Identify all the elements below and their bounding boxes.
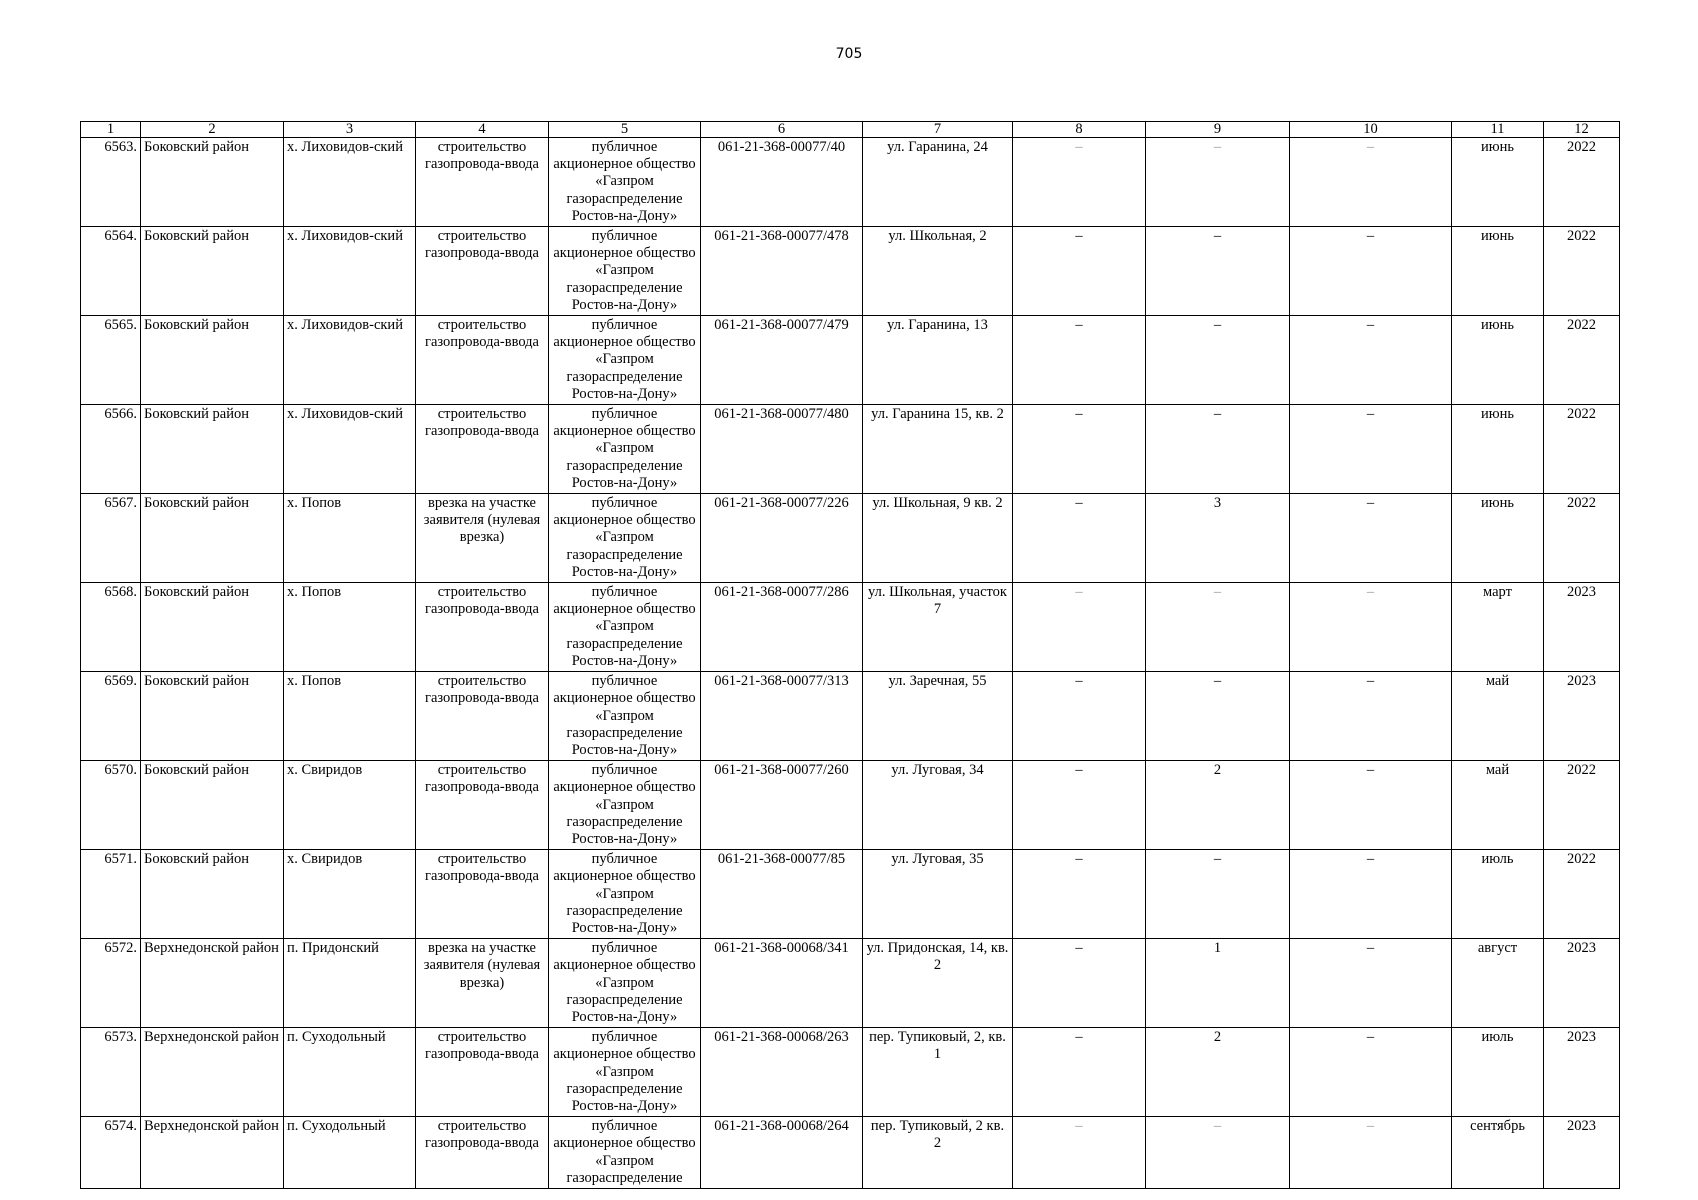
cell-district: Боковский район [141,850,284,939]
cell-col-8: – [1013,939,1146,1028]
cell-month: август [1452,939,1544,1028]
gasification-registry-table [80,121,1620,1189]
cell-col-8: – [1013,583,1146,672]
cell-month: июль [1452,850,1544,939]
cell-code: 061-21-368-00077/40 [701,138,863,227]
column-header: 12 [1544,122,1620,138]
table-row [81,494,1620,583]
cell-address: ул. Гаранина, 13 [863,316,1013,405]
cell-district: Боковский район [141,583,284,672]
column-header: 8 [1013,122,1146,138]
cell-address: ул. Придонская, 14, кв. 2 [863,939,1013,1028]
cell-year: 2022 [1544,316,1620,405]
cell-code: 061-21-368-00077/260 [701,761,863,850]
column-header: 6 [701,122,863,138]
cell-code: 061-21-368-00068/264 [701,1117,863,1189]
cell-settlement: х. Свиридов [284,761,416,850]
cell-col-8: – [1013,1028,1146,1117]
cell-work-type: строительство газопровода-ввода [416,850,549,939]
cell-col-10: – [1290,1028,1452,1117]
cell-code: 061-21-368-00077/478 [701,227,863,316]
cell-col-10: – [1290,405,1452,494]
cell-year: 2023 [1544,672,1620,761]
cell-settlement: х. Свиридов [284,850,416,939]
table-row [81,227,1620,316]
cell-work-type: строительство газопровода-ввода [416,138,549,227]
cell-year: 2022 [1544,405,1620,494]
cell-code: 061-21-368-00077/479 [701,316,863,405]
cell-col-9: 2 [1146,761,1290,850]
cell-month: июнь [1452,494,1544,583]
cell-settlement: х. Лиховидов-ский [284,316,416,405]
cell-col-9: – [1146,405,1290,494]
cell-settlement: х. Попов [284,494,416,583]
table-row [81,850,1620,939]
cell-col-8: – [1013,494,1146,583]
cell-col-8: – [1013,316,1146,405]
cell-organization: публичное акционерное общество «Газпром газораспределение Ростов-на-Дону» [549,138,701,227]
cell-code: 061-21-368-00077/226 [701,494,863,583]
cell-settlement: х. Лиховидов-ский [284,405,416,494]
page-number: 705 [835,46,863,62]
cell-organization: публичное акционерное общество «Газпром газораспределение Ростов-на-Дону» [549,939,701,1028]
table-row [81,1028,1620,1117]
cell-col-9: – [1146,583,1290,672]
cell-year: 2023 [1544,1117,1620,1189]
column-number-row [81,122,1620,138]
cell-col-9: – [1146,672,1290,761]
cell-work-type: строительство газопровода-ввода [416,761,549,850]
cell-district: Боковский район [141,227,284,316]
cell-address: ул. Заречная, 55 [863,672,1013,761]
cell-month: июнь [1452,138,1544,227]
cell-col-8: – [1013,138,1146,227]
cell-work-type: строительство газопровода-ввода [416,227,549,316]
table-row [81,138,1620,227]
cell-district: Боковский район [141,494,284,583]
table-row [81,761,1620,850]
cell-district: Верхнедонской район [141,1117,284,1189]
column-header: 4 [416,122,549,138]
cell-code: 061-21-368-00077/286 [701,583,863,672]
cell-organization: публичное акционерное общество «Газпром газораспределение Ростов-на-Дону» [549,316,701,405]
cell-year: 2022 [1544,494,1620,583]
cell-year: 2022 [1544,227,1620,316]
cell-col-8: – [1013,227,1146,316]
cell-organization: публичное акционерное общество «Газпром газораспределение Ростов-на-Дону» [549,850,701,939]
column-header: 10 [1290,122,1452,138]
cell-col-9: 1 [1146,939,1290,1028]
cell-col-10: – [1290,850,1452,939]
cell-address: ул. Школьная, 2 [863,227,1013,316]
cell-work-type: строительство газопровода-ввода [416,1117,549,1189]
cell-year: 2023 [1544,1028,1620,1117]
cell-year: 2023 [1544,939,1620,1028]
table-row [81,583,1620,672]
cell-address: ул. Луговая, 34 [863,761,1013,850]
cell-organization: публичное акционерное общество «Газпром газораспределение [549,1117,701,1189]
cell-district: Боковский район [141,405,284,494]
cell-district: Боковский район [141,138,284,227]
column-header: 9 [1146,122,1290,138]
cell-code: 061-21-368-00077/480 [701,405,863,494]
cell-work-type: врезка на участке заявителя (нулевая врезка) [416,939,549,1028]
cell-col-10: – [1290,227,1452,316]
cell-col-9: – [1146,227,1290,316]
cell-row-number: 6568. [81,583,141,672]
cell-month: март [1452,583,1544,672]
cell-code: 061-21-368-00077/85 [701,850,863,939]
cell-district: Верхнедонской район [141,1028,284,1117]
column-header: 2 [141,122,284,138]
cell-row-number: 6565. [81,316,141,405]
cell-code: 061-21-368-00077/313 [701,672,863,761]
table-body [81,138,1620,1189]
cell-address: пер. Тупиковый, 2 кв. 2 [863,1117,1013,1189]
cell-col-10: – [1290,761,1452,850]
cell-district: Верхнедонской район [141,939,284,1028]
cell-col-10: – [1290,583,1452,672]
cell-row-number: 6567. [81,494,141,583]
cell-settlement: п. Суходольный [284,1028,416,1117]
cell-address: ул. Луговая, 35 [863,850,1013,939]
cell-col-10: – [1290,672,1452,761]
cell-month: июнь [1452,316,1544,405]
cell-col-10: – [1290,1117,1452,1189]
cell-settlement: х. Попов [284,583,416,672]
cell-row-number: 6574. [81,1117,141,1189]
cell-month: июнь [1452,405,1544,494]
cell-organization: публичное акционерное общество «Газпром газораспределение Ростов-на-Дону» [549,1028,701,1117]
cell-month: июнь [1452,227,1544,316]
cell-col-8: – [1013,1117,1146,1189]
cell-row-number: 6569. [81,672,141,761]
cell-row-number: 6564. [81,227,141,316]
cell-col-9: 3 [1146,494,1290,583]
cell-district: Боковский район [141,761,284,850]
cell-organization: публичное акционерное общество «Газпром газораспределение Ростов-на-Дону» [549,672,701,761]
cell-settlement: х. Лиховидов-ский [284,227,416,316]
cell-year: 2023 [1544,583,1620,672]
cell-work-type: строительство газопровода-ввода [416,316,549,405]
cell-col-8: – [1013,850,1146,939]
cell-settlement: х. Попов [284,672,416,761]
cell-address: ул. Гаранина 15, кв. 2 [863,405,1013,494]
cell-organization: публичное акционерное общество «Газпром газораспределение Ростов-на-Дону» [549,494,701,583]
column-header: 3 [284,122,416,138]
cell-col-8: – [1013,672,1146,761]
cell-work-type: строительство газопровода-ввода [416,583,549,672]
cell-address: ул. Школьная, 9 кв. 2 [863,494,1013,583]
cell-col-10: – [1290,316,1452,405]
cell-month: май [1452,672,1544,761]
cell-col-9: – [1146,316,1290,405]
cell-organization: публичное акционерное общество «Газпром газораспределение Ростов-на-Дону» [549,761,701,850]
cell-row-number: 6566. [81,405,141,494]
column-header: 7 [863,122,1013,138]
cell-year: 2022 [1544,138,1620,227]
cell-organization: публичное акционерное общество «Газпром газораспределение Ростов-на-Дону» [549,405,701,494]
cell-row-number: 6572. [81,939,141,1028]
cell-col-9: 2 [1146,1028,1290,1117]
cell-work-type: врезка на участке заявителя (нулевая врезка) [416,494,549,583]
cell-row-number: 6570. [81,761,141,850]
cell-col-9: – [1146,850,1290,939]
cell-settlement: п. Придонский [284,939,416,1028]
column-header: 1 [81,122,141,138]
cell-district: Боковский район [141,672,284,761]
cell-settlement: п. Суходольный [284,1117,416,1189]
cell-col-8: – [1013,405,1146,494]
cell-organization: публичное акционерное общество «Газпром газораспределение Ростов-на-Дону» [549,583,701,672]
cell-district: Боковский район [141,316,284,405]
cell-col-10: – [1290,138,1452,227]
column-header: 5 [549,122,701,138]
cell-col-10: – [1290,494,1452,583]
cell-row-number: 6571. [81,850,141,939]
cell-year: 2022 [1544,850,1620,939]
cell-code: 061-21-368-00068/341 [701,939,863,1028]
cell-code: 061-21-368-00068/263 [701,1028,863,1117]
cell-row-number: 6573. [81,1028,141,1117]
cell-settlement: х. Лиховидов-ский [284,138,416,227]
cell-col-9: – [1146,1117,1290,1189]
cell-address: ул. Школьная, участок 7 [863,583,1013,672]
cell-address: пер. Тупиковый, 2, кв. 1 [863,1028,1013,1117]
cell-work-type: строительство газопровода-ввода [416,405,549,494]
cell-col-9: – [1146,138,1290,227]
column-header: 11 [1452,122,1544,138]
cell-month: сентябрь [1452,1117,1544,1189]
cell-work-type: строительство газопровода-ввода [416,1028,549,1117]
cell-col-8: – [1013,761,1146,850]
table-row [81,1117,1620,1189]
cell-col-10: – [1290,939,1452,1028]
cell-month: июль [1452,1028,1544,1117]
table-row [81,672,1620,761]
table-row [81,939,1620,1028]
cell-address: ул. Гаранина, 24 [863,138,1013,227]
cell-organization: публичное акционерное общество «Газпром газораспределение Ростов-на-Дону» [549,227,701,316]
table-row [81,316,1620,405]
cell-year: 2022 [1544,761,1620,850]
cell-row-number: 6563. [81,138,141,227]
cell-work-type: строительство газопровода-ввода [416,672,549,761]
table-row [81,405,1620,494]
cell-month: май [1452,761,1544,850]
